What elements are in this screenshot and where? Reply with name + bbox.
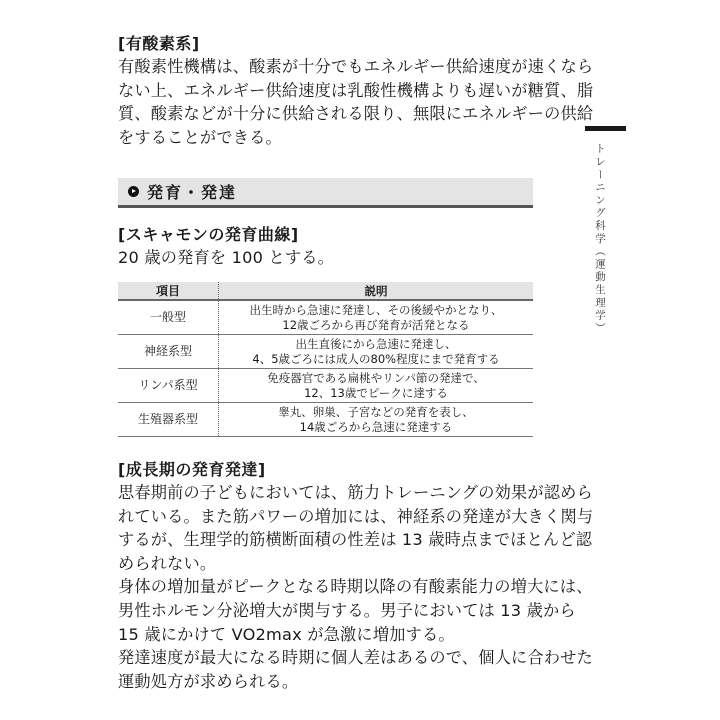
aerobic-line: をすることができる。: [118, 127, 282, 147]
side-tab-bar: [585, 126, 626, 131]
scammon-heading: [スキャモンの発育曲線]: [118, 225, 299, 244]
row-item: 生殖器系型: [118, 403, 219, 437]
puberty-line: 思春期前の子どもにおいては、筋力トレーニングの効果が認めら: [118, 483, 593, 502]
table-row: [118, 335, 533, 369]
column-header-item: 項目: [118, 282, 219, 300]
growth-type-table: [118, 282, 533, 437]
section-header: [118, 178, 533, 208]
scammon-section: [118, 223, 534, 270]
row-item: 神経系型: [118, 335, 219, 369]
puberty-section: [118, 458, 594, 693]
description-line: 出生時から急速に発達し、その後緩やかとなり、: [249, 302, 503, 317]
puberty-line: 15 歳にかけて VO2max が急激に増加する。: [118, 624, 455, 644]
table-row: [118, 300, 533, 335]
description-line: 免疫器官である扁桃やリンパ節の発達で、: [267, 370, 485, 385]
aerobic-section: [118, 32, 594, 149]
description-line: 12、13歳でピークに達する: [304, 385, 448, 400]
description-line: 出生直後にから急速に発達し、: [295, 336, 457, 351]
play-circle-icon: [128, 186, 139, 197]
puberty-line: められない。: [118, 553, 217, 573]
row-description: [219, 300, 534, 335]
row-item: リンパ系型: [118, 369, 219, 403]
column-header-description: 説明: [219, 282, 534, 300]
aerobic-line: 質、酸素などが十分に供給される限り、無限にエネルギーの供給: [118, 104, 594, 124]
puberty-line: 運動処方が求められる。: [118, 671, 299, 691]
aerobic-heading: [有酸素系]: [118, 34, 200, 53]
table-header-row: [118, 282, 533, 300]
puberty-heading: [成長期の発育発達]: [118, 460, 266, 479]
puberty-line: 身体の増加量がピークとなる時期以降の有酸素能力の増大には、: [118, 577, 593, 597]
description-line: 12歳ごろから再び発育が活発となる: [282, 317, 470, 332]
section-title: 発育・発達: [147, 183, 238, 202]
side-tab-label: トレーニング科学（運動生理学）: [594, 143, 606, 335]
table-row: [118, 369, 533, 403]
description-line: 14歳ごろから急速に発達する: [299, 419, 453, 434]
row-description: [219, 403, 534, 437]
description-line: 睾丸、卵巣、子宮などの発育を表し、: [278, 404, 474, 419]
aerobic-line: ない上、エネルギー供給速度は乳酸性機構よりも遅いが糖質、脂: [118, 80, 594, 100]
table-row: [118, 403, 533, 437]
puberty-line: 男性ホルモン分泌増大が関与する。男子においては 13 歳から: [118, 600, 576, 620]
scammon-note: 20 歳の発育を 100 とする。: [118, 248, 335, 267]
aerobic-line: 有酸素性機構は、酸素が十分でもエネルギー供給速度が速くなら: [118, 57, 594, 76]
puberty-line: れている。また筋パワーの増加には、神経系の発達が大きく関与: [118, 506, 594, 526]
puberty-line: するが、生理学的筋横断面積の性差は 13 歳時点までほとんど認: [118, 530, 593, 550]
puberty-line: 発達速度が最大になる時期に個人差はあるので、個人に合わせた: [118, 648, 593, 668]
description-line: 4、5歳ごろには成人の80%程度にまで発育する: [252, 351, 500, 366]
row-description: [219, 369, 534, 403]
row-description: [219, 335, 534, 369]
row-item: 一般型: [118, 300, 219, 335]
